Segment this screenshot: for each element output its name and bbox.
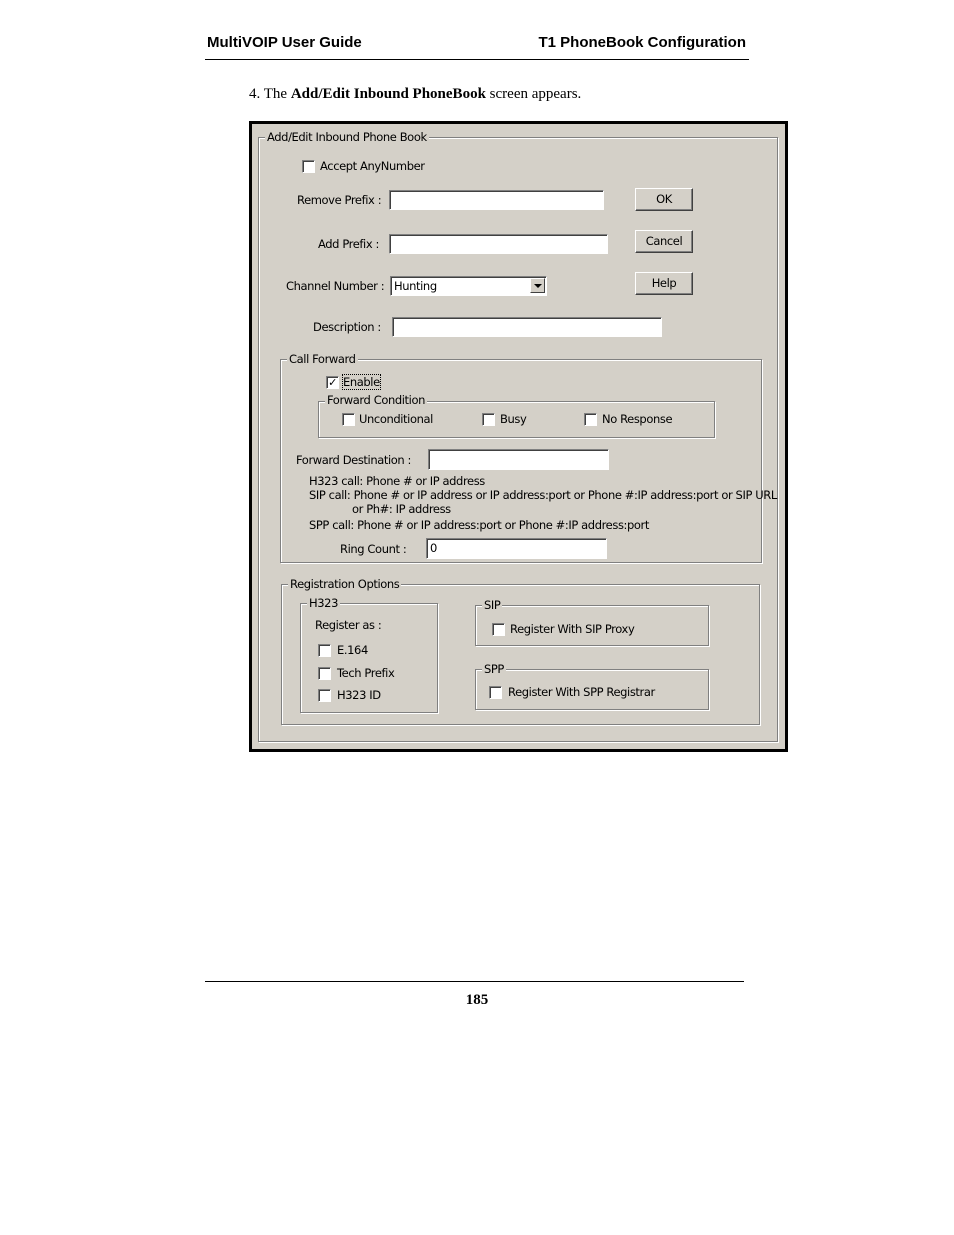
description-input[interactable] [392,317,662,337]
cancel-button[interactable]: Cancel [635,230,693,253]
forward-destination-input[interactable] [428,449,609,470]
register-as-label: Register as : [315,618,382,632]
remove-prefix-input[interactable] [389,190,604,210]
busy-label: Busy [500,412,527,426]
register-spp-registrar-label: Register With SPP Registrar [508,685,655,699]
h323-id-label: H323 ID [337,688,381,702]
register-sip-proxy-label: Register With SIP Proxy [510,622,635,636]
footer-rule [205,981,744,982]
sip-group-title: SIP [484,598,501,612]
page-number: 185 [465,992,489,1008]
ok-button[interactable]: OK [635,188,693,211]
register-sip-proxy-checkbox[interactable] [492,623,505,636]
enable-forward-label: Enable [343,375,380,389]
help-h323: H323 call: Phone # or IP address [309,474,485,488]
accept-any-number-checkbox[interactable] [302,160,315,173]
channel-number-select[interactable] [390,276,547,296]
accept-any-number-label: Accept AnyNumber [320,159,425,173]
forward-condition-title: Forward Condition [327,393,425,407]
intro-screen-name: Add/Edit Inbound PhoneBook [290,86,486,102]
help-button[interactable]: Help [635,272,693,295]
register-spp-registrar-checkbox[interactable] [489,686,502,699]
intro-text [249,86,581,103]
intro-number: 4. The [249,86,288,102]
channel-number-label: Channel Number : [286,279,385,293]
h323-id-checkbox[interactable] [318,689,331,702]
call-forward-title: Call Forward [289,352,356,366]
e164-checkbox[interactable] [318,644,331,657]
help-sip-continued: or Ph#: IP address [352,502,451,516]
registration-options-title: Registration Options [290,577,400,591]
unconditional-label: Unconditional [359,412,433,426]
header-rule [205,59,749,60]
enable-forward-checkbox[interactable]: ✓ [326,376,339,389]
chevron-down-icon[interactable] [530,278,545,293]
h323-group-title: H323 [309,596,338,610]
no-response-label: No Response [602,412,673,426]
ring-count-input[interactable]: 0 [426,538,607,559]
phonebook-dialog [249,121,788,752]
unconditional-checkbox[interactable] [342,413,355,426]
header-left: MultiVOIP User Guide [207,34,362,51]
description-label: Description : [313,320,381,334]
dialog-body [252,124,785,749]
header-right: T1 PhoneBook Configuration [538,34,746,51]
tech-prefix-label: Tech Prefix [337,666,395,680]
intro-rest: screen appears. [489,86,582,102]
tech-prefix-checkbox[interactable] [318,667,331,680]
channel-number-value: Hunting [394,279,437,293]
help-spp: SPP call: Phone # or IP address:port or Phone #:IP address:port [309,518,649,532]
forward-destination-label: Forward Destination : [296,453,412,467]
spp-group-title: SPP [484,662,504,676]
e164-label: E.164 [337,643,368,657]
phonebook-group-title: Add/Edit Inbound Phone Book [267,130,427,144]
remove-prefix-label: Remove Prefix : [297,193,382,207]
busy-checkbox[interactable] [482,413,495,426]
ring-count-label: Ring Count : [340,542,407,556]
add-prefix-input[interactable] [389,234,608,254]
add-prefix-label: Add Prefix : [318,237,379,251]
help-sip: SIP call: Phone # or IP address or IP address:port or Phone #:IP address:port or SIP URL [309,488,777,502]
no-response-checkbox[interactable] [584,413,597,426]
